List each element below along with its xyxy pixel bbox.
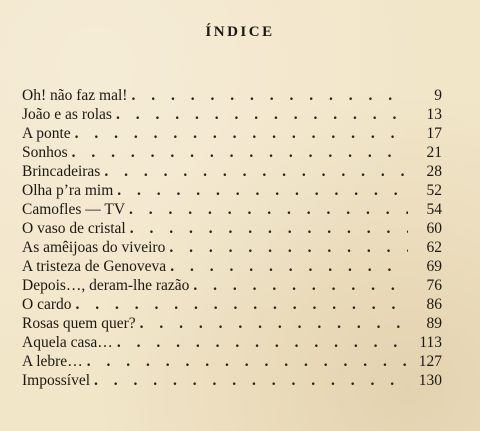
dot-leader [100,162,408,181]
toc-entry [22,181,442,200]
toc-entry [22,86,442,105]
dot-leader [112,105,408,124]
toc-entry-title: O cardo [22,296,72,313]
toc-entry-page: 13 [426,106,442,123]
dot-leader [71,124,408,143]
toc-entry-page: 52 [426,182,442,199]
toc-entry-title: Oh! não faz mal! [22,87,128,104]
toc-entry-title: Olha p’ra mim [22,182,114,199]
toc-entry-title: Rosas quem quer? [22,315,136,332]
dot-leader [113,333,408,352]
toc-entry-page: 76 [426,277,442,294]
toc-entry-page: 69 [426,258,442,275]
toc-entry [22,276,442,295]
toc-entry-title: Depois…, deram-lhe razão [22,277,190,294]
toc-entry [22,162,442,181]
toc-entry [22,314,442,333]
toc-entry [22,352,442,371]
toc-entry-page: 60 [426,220,442,237]
dot-leader [113,181,408,200]
toc-entry-title: Sonhos [22,144,68,161]
dot-leader [72,295,409,314]
dot-leader [136,314,408,333]
dot-leader [90,371,408,390]
dot-leader [189,276,408,295]
toc-entry-title: As amêijoas do viveiro [22,239,166,256]
dot-leader [165,238,408,257]
toc-entry-title: Camofles — TV [22,201,126,218]
toc-entry-title: João e as rolas [22,106,112,123]
dot-leader [83,352,408,371]
dot-leader [166,257,408,276]
toc-entry [22,333,442,352]
index-heading: ÍNDICE [205,24,275,40]
toc-entry-page: 17 [426,125,442,142]
toc-entry-page: 113 [419,334,442,351]
toc-entry-page: 130 [418,372,442,389]
toc-entry [22,371,442,390]
toc-entry [22,200,442,219]
toc-entry-title: Aquela casa… [22,334,113,351]
toc-entry-page: 127 [418,353,442,370]
toc-entry-page: 21 [426,144,442,161]
toc-entry [22,295,442,314]
toc-entry-title: O vaso de cristal [22,220,126,237]
toc-entry-page: 89 [426,315,442,332]
dot-leader [68,143,408,162]
toc-entry-title: A ponte [22,125,71,142]
toc-entry [22,143,442,162]
toc-entry-title: Brincadeiras [22,163,101,180]
toc-entry [22,257,442,276]
toc-entry [22,219,442,238]
toc-entry-title: Impossível [22,372,91,389]
toc-entry [22,105,442,124]
toc-entry-title: A lebre… [22,353,83,370]
toc-entry-title: A tristeza de Genoveva [22,258,167,275]
dot-leader [127,86,408,105]
dot-leader [125,200,408,219]
toc-entry-page: 9 [434,87,442,104]
toc-entry [22,238,442,257]
toc-entry [22,124,442,143]
toc-entry-page: 86 [426,296,442,313]
toc-entry-page: 54 [426,201,442,218]
toc-entry-page: 62 [426,239,442,256]
toc-entry-page: 28 [426,163,442,180]
table-of-contents [22,86,442,390]
dot-leader [126,219,408,238]
